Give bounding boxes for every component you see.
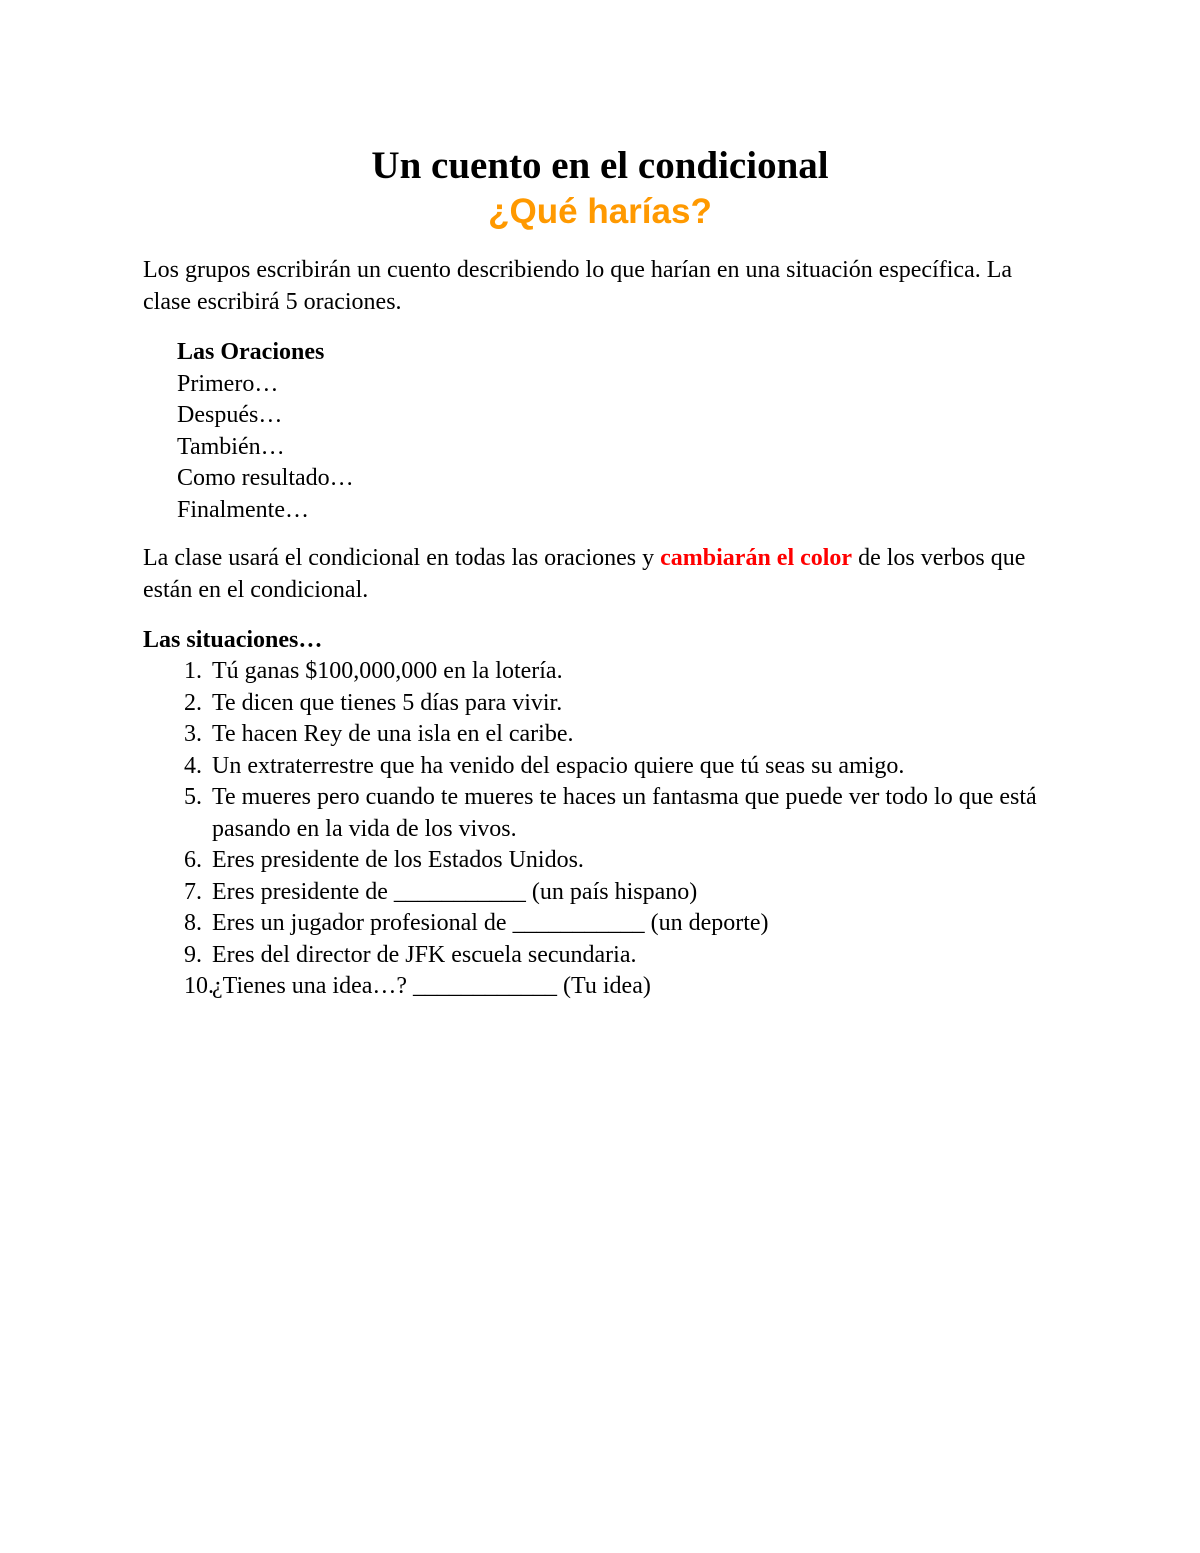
list-item-text: Te dicen que tienes 5 días para vivir. xyxy=(212,689,563,716)
list-number: 6. xyxy=(184,847,202,873)
list-item xyxy=(143,940,1053,972)
list-item-text: Tú ganas $100,000,000 en la lotería. xyxy=(212,658,563,684)
list-item xyxy=(143,877,1053,909)
list-item-text: Eres presidente de ___________ (un país hispano) xyxy=(212,878,698,905)
list-item-text: Te mueres pero cuando te mueres te haces un fantasma que puede ver todo lo que está pasando en la vida de los vivos. xyxy=(212,784,1037,842)
oraciones-item: Después… xyxy=(177,402,283,428)
list-number: 1. xyxy=(184,658,202,684)
list-number: 2. xyxy=(184,689,202,716)
oraciones-heading: Las Oraciones xyxy=(177,339,325,365)
list-item xyxy=(143,751,1053,783)
list-number: 9. xyxy=(184,941,202,968)
list-item-text: ¿Tienes una idea…? ____________ (Tu idea) xyxy=(212,973,651,999)
list-item-text: Eres presidente de los Estados Unidos. xyxy=(212,847,584,873)
list-item xyxy=(143,656,1053,688)
oraciones-item: Finalmente… xyxy=(177,496,309,523)
usage-highlight: cambiarán el color xyxy=(660,545,853,571)
page-title: Un cuento en el condicional xyxy=(371,144,829,187)
list-item xyxy=(143,688,1053,720)
list-number: 4. xyxy=(184,752,202,779)
list-number: 3. xyxy=(184,721,202,747)
list-number: 5. xyxy=(184,784,202,810)
list-number: 10. xyxy=(184,973,214,999)
page-subtitle: ¿Qué harías? xyxy=(488,192,712,231)
situaciones-list xyxy=(143,656,1053,1003)
oraciones-item: Primero… xyxy=(177,370,279,397)
list-item xyxy=(143,782,1053,845)
usage-text-after: de los verbos que están en el condicional. xyxy=(143,545,1026,603)
oraciones-block xyxy=(177,337,777,526)
list-item-text: Eres un jugador profesional de ___________ (un deporte) xyxy=(212,910,769,936)
situaciones-heading: Las situaciones… xyxy=(143,627,323,653)
list-item xyxy=(143,908,1053,940)
usage-text-before: La clase usará el condicional en todas las oraciones y xyxy=(143,545,661,571)
list-item xyxy=(143,971,1053,1003)
usage-paragraph xyxy=(143,543,1043,606)
intro-paragraph: Los grupos escribirán un cuento describiendo lo que harían en una situación específica. La clase escribirá 5 oraciones. xyxy=(143,257,1013,315)
oraciones-item: Como resultado… xyxy=(177,465,354,491)
list-item-text: Un extraterrestre que ha venido del espacio quiere que tú seas su amigo. xyxy=(212,752,905,779)
list-item-text: Te hacen Rey de una isla en el caribe. xyxy=(212,721,574,747)
list-item xyxy=(143,719,1053,751)
list-item xyxy=(143,845,1053,877)
list-item-text: Eres del director de JFK escuela secundaria. xyxy=(212,941,637,968)
list-number: 7. xyxy=(184,878,202,905)
list-number: 8. xyxy=(184,910,202,936)
oraciones-item: También… xyxy=(177,433,285,460)
